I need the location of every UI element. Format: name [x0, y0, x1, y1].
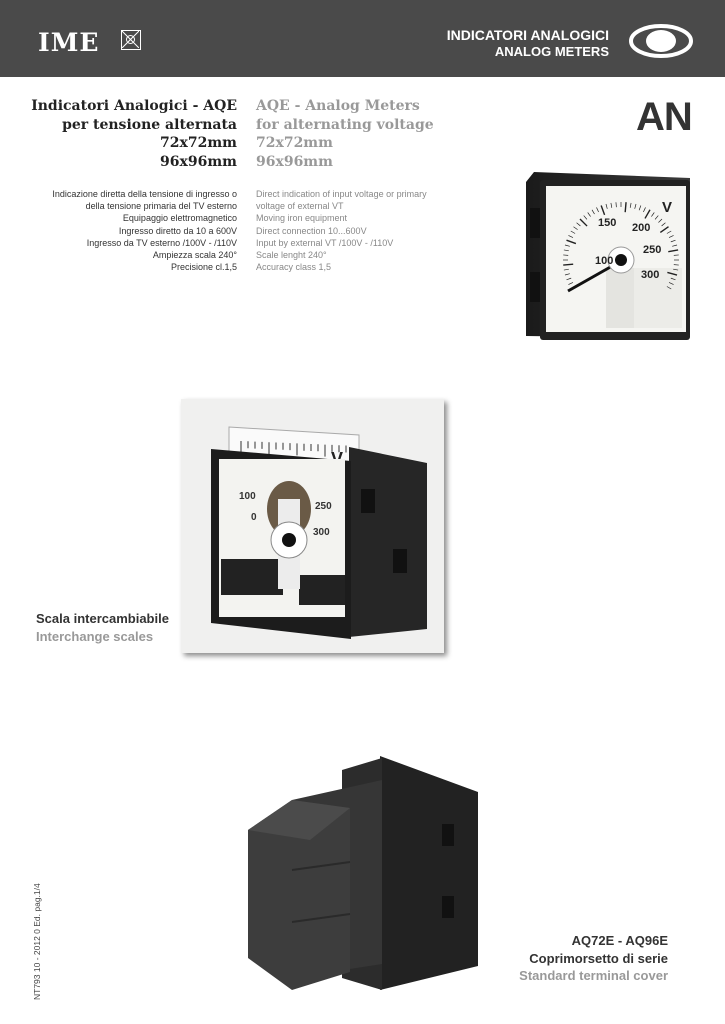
scale-tick [563, 264, 573, 265]
spec-en-line: voltage of external VT [256, 201, 344, 212]
spec-en-line: Accuracy class 1,5 [256, 262, 332, 273]
brand-mark-icon [121, 30, 141, 50]
spec-en-line: Scale lenght 240° [256, 250, 327, 261]
meter-unit: V [662, 199, 673, 216]
title-en-line: for alternating voltage [256, 116, 434, 133]
caption-interchange-en: Interchange scales [36, 629, 154, 644]
spec-en-line: Direct indication of input voltage or primary [256, 189, 427, 199]
meter-label: 100 [595, 255, 614, 267]
spec-it-line: Ingresso da TV esterno /100V - /110V [86, 237, 237, 248]
spec-en-line: Input by external VT /100V - /110V [256, 237, 394, 248]
specs-english [256, 188, 427, 273]
caption-code: AQ72E - AQ96E [571, 933, 668, 948]
spec-it-line: Equipaggio elettromagnetico [122, 213, 237, 224]
title-english [256, 97, 434, 171]
title-en-line: AQE - Analog Meters [256, 98, 420, 114]
specs-italian [52, 188, 237, 273]
spec-it-line: Indicazione diretta della tensione di ingresso o [52, 189, 237, 199]
caption-terminal-en: Standard terminal cover [519, 968, 668, 983]
meter-front-photo [522, 168, 694, 342]
title-en-line: 96x96mm [256, 153, 333, 170]
meter-label: 300 [641, 269, 660, 281]
caption-interchange-it: Scala intercambiabile [36, 611, 169, 626]
title-it-line: 72x72mm [160, 135, 237, 151]
meter-label: 250 [643, 244, 662, 256]
scale-label: 250 [315, 501, 332, 512]
meter-label: 200 [632, 222, 651, 234]
scale-label: 0 [251, 512, 257, 523]
spec-en-line: Direct connection 10...600V [256, 225, 367, 236]
brand-logo: IME [38, 28, 100, 57]
spec-it-line: Ampiezza scala 240° [152, 250, 237, 261]
title-italian [31, 97, 237, 171]
header-title-it: INDICATORI ANALOGICI [446, 27, 609, 43]
header-title-en: ANALOG METERS [494, 44, 609, 59]
spec-it-line: della tensione primaria del TV esterno [85, 201, 237, 212]
section-code: AN [636, 95, 692, 139]
header-bar [0, 0, 725, 77]
scale-label: 300 [313, 527, 330, 538]
interchange-scale-photo [181, 399, 444, 653]
scale-label: 100 [239, 491, 256, 502]
eye-icon [628, 23, 694, 59]
scale-tick [625, 202, 626, 212]
meter-label: 150 [598, 217, 617, 229]
caption-terminal-it: Coprimorsetto di serie [529, 951, 668, 966]
document-reference: NT793 10 - 2012 0 Ed. pag.1/4 [32, 883, 42, 1000]
title-it-line: per tensione alternata [62, 116, 237, 133]
spec-it-line: Ingresso diretto da 10 a 600V [118, 225, 237, 236]
spec-en-line: Moving iron equipment [256, 213, 348, 224]
terminal-cover-photo [232, 752, 494, 1002]
title-it-line: Indicatori Analogici - AQE [31, 98, 237, 114]
title-en-line: 72x72mm [256, 135, 333, 151]
spec-it-line: Precisione cl.1,5 [170, 262, 237, 273]
title-it-line: 96x96mm [160, 153, 237, 170]
